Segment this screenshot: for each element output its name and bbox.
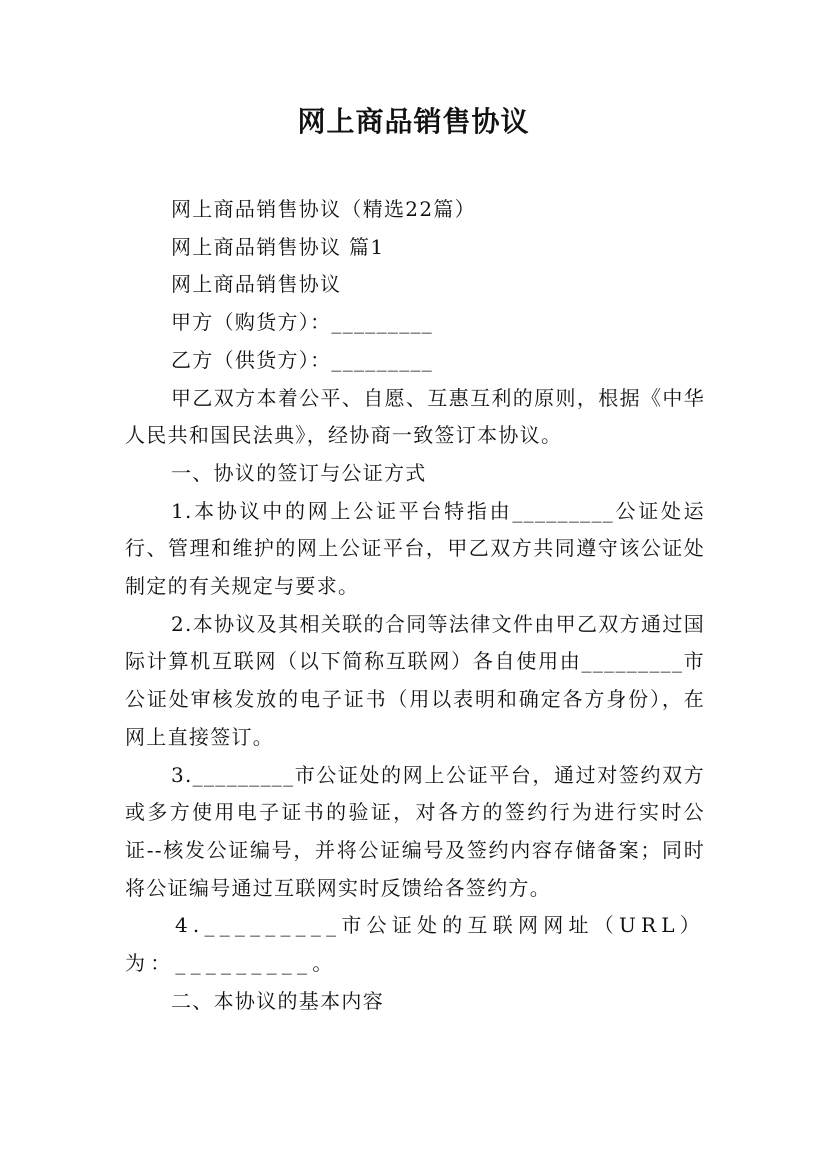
paragraph-clause-1-1: 1.本协议中的网上公证平台特指由_________公证处运行、管理和维护的网上公证平台，甲乙双方共同遵守该公证处制定的有关规定与要求。 — [125, 498, 705, 599]
paragraph-clause-heading-2: 二、本协议的基本内容 — [171, 988, 384, 1013]
paragraph-party-a: 甲方（购货方）：_________ — [171, 310, 434, 335]
paragraph-clause-heading-1: 一、协议的签订与公证方式 — [171, 460, 427, 485]
paragraph-agreement-name: 网上商品销售协议 — [171, 272, 342, 297]
paragraph-preamble: 甲乙双方本着公平、自愿、互惠互利的原则，根据《中华人民共和国民法典》，经协商一致签订本协议。 — [125, 385, 705, 448]
paragraph-clause-1-4: 4._________市公证处的互联网网址（URL）为：_________。 — [125, 913, 705, 976]
paragraph-subtitle: 网上商品销售协议（精选22篇） — [171, 197, 476, 221]
paragraph-section-heading: 网上商品销售协议 篇1 — [171, 234, 385, 259]
paragraph-party-b: 乙方（供货方）：_________ — [171, 347, 434, 372]
paragraph-clause-1-2: 2.本协议及其相关联的合同等法律文件由甲乙双方通过国际计算机互联网（以下简称互联网）各自使用由_________市公证处审核发放的电子证书（用以表明和确定各方身份），在网上直接签订。 — [125, 611, 705, 749]
document-body — [125, 191, 705, 1020]
paragraph-clause-1-3: 3._________市公证处的网上公证平台，通过对签约双方或多方使用电子证书的验证，对各方的签约行为进行实时公证--核发公证编号，并将公证编号及签约内容存储备案；同时将公证编号通过互联网实时反馈给各签约方。 — [125, 762, 705, 900]
document-title: 网上商品销售协议 — [297, 105, 530, 138]
